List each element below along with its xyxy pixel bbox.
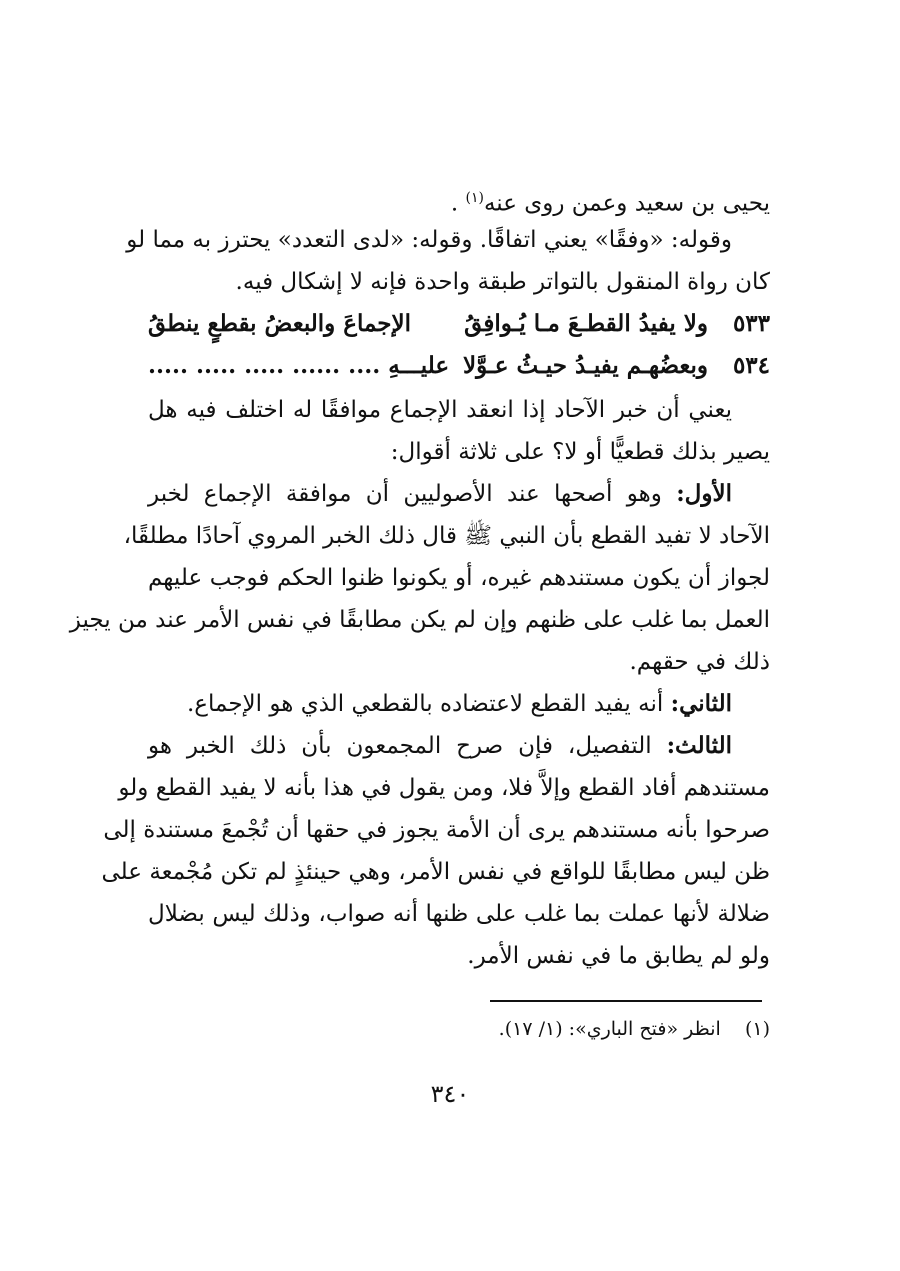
opinion-label: الثالث: xyxy=(666,732,732,759)
verse-534 xyxy=(148,346,770,386)
footnote-text: انظر «فتح الباري»: (١/ ١٧). xyxy=(498,1018,721,1040)
text-line: صرحوا بأنه مستندهم يرى أن الأمة يجوز في حقها أن تُجْمعَ مستندة إلى xyxy=(103,817,770,843)
footnote-divider xyxy=(490,1000,762,1002)
text-line: وقوله: «وفقًا» يعني اتفاقًا. وقوله: «لدى التعدد» يحترز به مما لو xyxy=(126,227,732,253)
verse-first-hemistich: وبعضُهـم يفيـدُ حيـثُ عـوَّلا xyxy=(463,352,708,379)
verse-second-hemistich: عليـــهِ .... ...... ..... ..... ..... xyxy=(148,352,450,379)
opinion-second-line xyxy=(148,684,770,724)
verse-second-hemistich: الإجماعَ والبعضُ بقطعٍ ينطقُ xyxy=(148,310,412,337)
text-line: ضلالة لأنها عملت بما غلب على ظنها أنه صواب، وذلك ليس بضلال xyxy=(148,901,770,927)
opinion-label: الأول: xyxy=(676,480,733,507)
text-line: الآحاد لا تفيد القطع بأن النبي ﷺ قال ذلك الخبر المروي آحادًا مطلقًا، xyxy=(123,523,770,549)
text-line xyxy=(148,178,770,218)
opinion-third-line xyxy=(148,726,770,766)
opinion-text: التفصيل، فإن صرح المجمعون بأن ذلك الخبر هو xyxy=(148,733,652,759)
verse-533 xyxy=(148,304,770,344)
text-line: لجواز أن يكون مستندهم غيره، أو يكونوا ظنوا الحكم فوجب عليهم xyxy=(148,565,770,591)
text-line: ولو لم يطابق ما في نفس الأمر. xyxy=(467,943,770,969)
opinion-text: أنه يفيد القطع لاعتضاده بالقطعي الذي هو الإجماع. xyxy=(187,691,664,717)
verse-first-hemistich: ولا يفيدُ القطـعَ مـا يُـوافِقُ xyxy=(464,310,708,337)
opinion-text: وهو أصحها عند الأصوليين أن موافقة الإجماع لخبر xyxy=(148,481,662,507)
verse-number: ٥٣٤ xyxy=(732,352,770,379)
text-line: ظن ليس مطابقًا للواقع في نفس الأمر، وهي حينئذٍ لم تكن مُجْمعة على xyxy=(101,859,770,885)
footnote xyxy=(300,1014,770,1044)
text-line: يعني أن خبر الآحاد إذا انعقد الإجماع موافقًا له اختلف فيه هل xyxy=(148,397,732,423)
text-line: يصير بذلك قطعيًّا أو لا؟ على ثلاثة أقوال: xyxy=(390,439,770,465)
verse-number: ٥٣٣ xyxy=(732,310,770,337)
text-line: العمل بما غلب على ظنهم وإن لم يكن مطابقًا في نفس الأمر عند من يجيز xyxy=(69,607,770,633)
footnote-marker: (١) xyxy=(465,190,484,206)
opinion-first-line xyxy=(148,474,770,514)
text-line: كان رواة المنقول بالتواتر طبقة واحدة فإنه لا إشكال فيه. xyxy=(235,269,770,295)
page-number: ٣٤٠ xyxy=(430,1080,470,1108)
text-line: مستندهم أفاد القطع وإلاَّ فلا، ومن يقول في هذا بأنه لا يفيد القطع ولو xyxy=(118,775,770,801)
line-text: يحيى بن سعيد وعمن روى عنه xyxy=(483,190,770,217)
opinion-label: الثاني: xyxy=(670,690,732,717)
footnote-number: (١) xyxy=(744,1018,770,1040)
text-line: ذلك في حقهم. xyxy=(629,649,770,675)
line-end: . xyxy=(450,190,459,217)
